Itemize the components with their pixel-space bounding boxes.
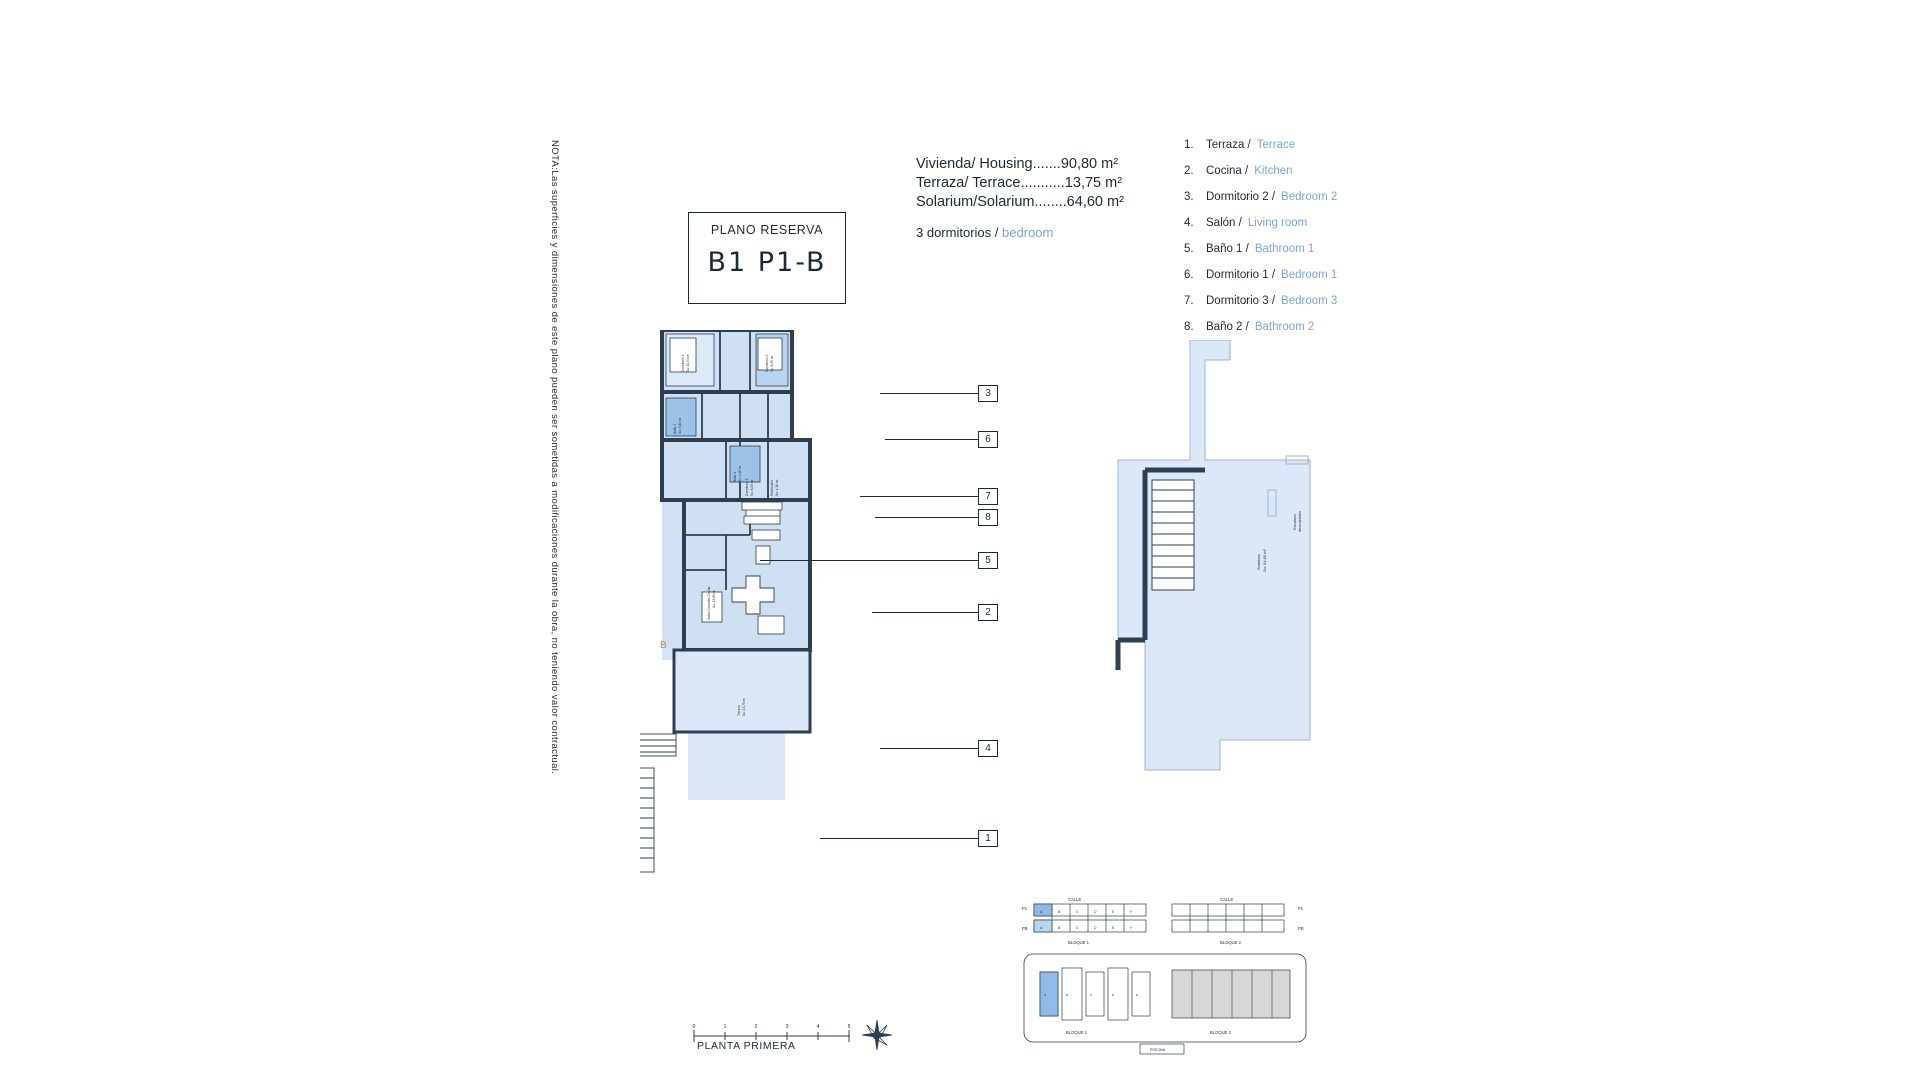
plan-reserve-label: PLANO RESERVA <box>710 223 824 237</box>
bedroom-count <box>916 225 1124 240</box>
room-name-en: Bedroom 3 <box>1281 295 1338 307</box>
list-item <box>1184 184 1337 210</box>
legal-note: NOTA:Las superficies y dimensiones de este plano pueden ser sometidas a modificaciones durante la obra, no teniendo valor contractual. <box>549 140 560 775</box>
svg-text:Solarium: Solarium <box>1256 554 1261 570</box>
north-arrow-icon <box>860 1018 894 1052</box>
svg-text:3: 3 <box>785 1024 789 1030</box>
svg-text:B: B <box>1058 926 1061 930</box>
svg-text:4: 4 <box>816 1024 820 1030</box>
svg-text:Su: 8,93 m²: Su: 8,93 m² <box>750 479 754 496</box>
svg-text:Su: 13,75 m²: Su: 13,75 m² <box>742 697 746 716</box>
callout-leader <box>885 439 978 440</box>
room-name-en: Bathroom 2 <box>1254 321 1315 333</box>
svg-text:B: B <box>1058 910 1061 914</box>
floor-plan-drawing <box>640 330 1000 1030</box>
room-name-en: Terrace <box>1256 139 1296 151</box>
key-plan-floors <box>1020 896 1310 948</box>
svg-text:PISCINA: PISCINA <box>1150 1048 1166 1052</box>
list-item <box>1184 236 1337 262</box>
room-num: 5. <box>1184 243 1194 255</box>
svg-text:Dormitorio 3: Dormitorio 3 <box>745 478 749 496</box>
svg-text:BLOQUE 2: BLOQUE 2 <box>1210 1030 1231 1035</box>
room-name-es: Dormitorio 2 / <box>1206 191 1276 203</box>
callout-3: 3 <box>978 385 998 402</box>
title-block <box>688 212 846 304</box>
svg-text:Dormitorio 2: Dormitorio 2 <box>765 354 769 372</box>
svg-text:CALLE: CALLE <box>1068 897 1082 902</box>
callout-leader <box>880 748 978 749</box>
list-item <box>1184 262 1337 288</box>
callout-leader <box>820 838 978 839</box>
room-name-es: Dormitorio 1 / <box>1206 269 1276 281</box>
callout-leader <box>872 612 978 613</box>
plan-code: B1 P1-B <box>707 247 827 278</box>
callout-leader <box>860 496 978 497</box>
callout-8: 8 <box>978 509 998 526</box>
room-name-es: Salón / <box>1206 217 1242 229</box>
room-name-en: Kitchen <box>1254 165 1293 177</box>
list-item <box>1184 314 1337 340</box>
svg-text:B: B <box>1066 993 1069 997</box>
svg-text:Distribuidor: Distribuidor <box>770 479 774 496</box>
svg-text:PB: PB <box>1298 926 1304 931</box>
room-name-es: Cocina / <box>1206 165 1249 177</box>
callout-1: 1 <box>978 830 998 847</box>
svg-text:C: C <box>1076 910 1079 914</box>
room-num: 7. <box>1184 295 1194 307</box>
svg-text:BLOQUE 1: BLOQUE 1 <box>1066 1030 1087 1035</box>
svg-text:A: A <box>1040 910 1043 914</box>
callout-6: 6 <box>978 431 998 448</box>
svg-text:C: C <box>1076 926 1079 930</box>
callout-leader <box>875 517 978 518</box>
area-solarium: Solarium/Solarium........64,60 m² <box>916 194 1124 210</box>
bedroom-count-en: bedroom <box>1002 225 1054 240</box>
svg-text:Su: 29,89 m²: Su: 29,89 m² <box>712 589 716 608</box>
svg-text:descubierta: descubierta <box>1297 511 1302 532</box>
room-name-es: Terraza / <box>1206 139 1251 151</box>
svg-text:C: C <box>1090 993 1093 997</box>
list-item <box>1184 210 1337 236</box>
svg-text:D: D <box>1112 993 1115 997</box>
svg-text:Su: 4,06 m²: Su: 4,06 m² <box>738 465 742 482</box>
svg-text:Escalera: Escalera <box>1292 514 1297 530</box>
room-name-en: Bedroom 1 <box>1281 269 1338 281</box>
floor-label: PLANTA PRIMERA <box>697 1040 796 1052</box>
room-name-es: Baño 2 / <box>1206 321 1249 333</box>
svg-text:A: A <box>1040 926 1043 930</box>
room-num: 4. <box>1184 217 1194 229</box>
room-legend <box>1184 132 1337 340</box>
svg-text:Su: 3,64 m²: Su: 3,64 m² <box>678 417 682 434</box>
svg-text:Baño 2: Baño 2 <box>673 423 677 434</box>
svg-text:Terraza: Terraza <box>737 705 741 716</box>
svg-text:Su: 10,94 m²: Su: 10,94 m² <box>686 353 690 372</box>
svg-text:E: E <box>1112 926 1115 930</box>
room-num: 6. <box>1184 269 1194 281</box>
room-name-en: Bedroom 2 <box>1281 191 1338 203</box>
list-item <box>1184 158 1337 184</box>
key-plan-site <box>1020 950 1310 1060</box>
callout-4: 4 <box>978 740 998 757</box>
room-num: 3. <box>1184 191 1194 203</box>
svg-text:P1: P1 <box>1298 906 1304 911</box>
svg-text:Dormitorio 1: Dormitorio 1 <box>681 354 685 372</box>
room-name-es: Baño 1 / <box>1206 243 1249 255</box>
svg-text:P1: P1 <box>1022 906 1028 911</box>
callout-5: 5 <box>978 552 998 569</box>
svg-text:0: 0 <box>692 1024 696 1030</box>
svg-text:Su: 4,16 m²: Su: 4,16 m² <box>775 479 779 496</box>
room-num: 8. <box>1184 321 1194 333</box>
svg-text:E: E <box>1112 910 1115 914</box>
callout-7: 7 <box>978 488 998 505</box>
svg-text:2: 2 <box>754 1024 758 1030</box>
area-housing: Vivienda/ Housing.......90,80 m² <box>916 156 1119 172</box>
room-name-en: Bathroom 1 <box>1254 243 1315 255</box>
bedroom-count-es: 3 dormitorios / <box>916 225 999 240</box>
callout-leader <box>880 393 978 394</box>
room-num: 1. <box>1184 139 1194 151</box>
svg-text:A: A <box>1044 993 1047 997</box>
svg-text:D: D <box>1094 926 1097 930</box>
list-item <box>1184 288 1337 314</box>
svg-text:Salón-Comedor-Cocina: Salón-Comedor-Cocina <box>707 586 711 620</box>
room-num: 2. <box>1184 165 1194 177</box>
svg-text:Su: 64,60 m²: Su: 64,60 m² <box>1262 549 1267 572</box>
room-name-es: Dormitorio 3 / <box>1206 295 1276 307</box>
list-item <box>1184 132 1337 158</box>
svg-text:E: E <box>1136 993 1139 997</box>
svg-text:PB: PB <box>1022 926 1028 931</box>
svg-text:F: F <box>1130 910 1133 914</box>
svg-text:D: D <box>1094 910 1097 914</box>
svg-text:CALLE: CALLE <box>1220 897 1234 902</box>
svg-text:Baño 1: Baño 1 <box>733 471 737 482</box>
svg-text:1: 1 <box>723 1024 727 1030</box>
callout-leader <box>760 560 978 561</box>
area-summary <box>916 155 1124 240</box>
svg-text:B: B <box>660 640 667 651</box>
room-name-en: Living room <box>1247 217 1308 229</box>
callout-2: 2 <box>978 604 998 621</box>
svg-text:F: F <box>1130 926 1133 930</box>
area-terrace: Terraza/ Terrace...........13,75 m² <box>916 175 1123 191</box>
solarium-plan-drawing <box>1110 340 1340 860</box>
svg-text:5: 5 <box>847 1024 851 1030</box>
svg-text:BLOQUE 2: BLOQUE 2 <box>1220 940 1241 945</box>
svg-text:Su: 8,95 m²: Su: 8,95 m² <box>770 355 774 372</box>
svg-text:BLOQUE 1: BLOQUE 1 <box>1068 940 1089 945</box>
